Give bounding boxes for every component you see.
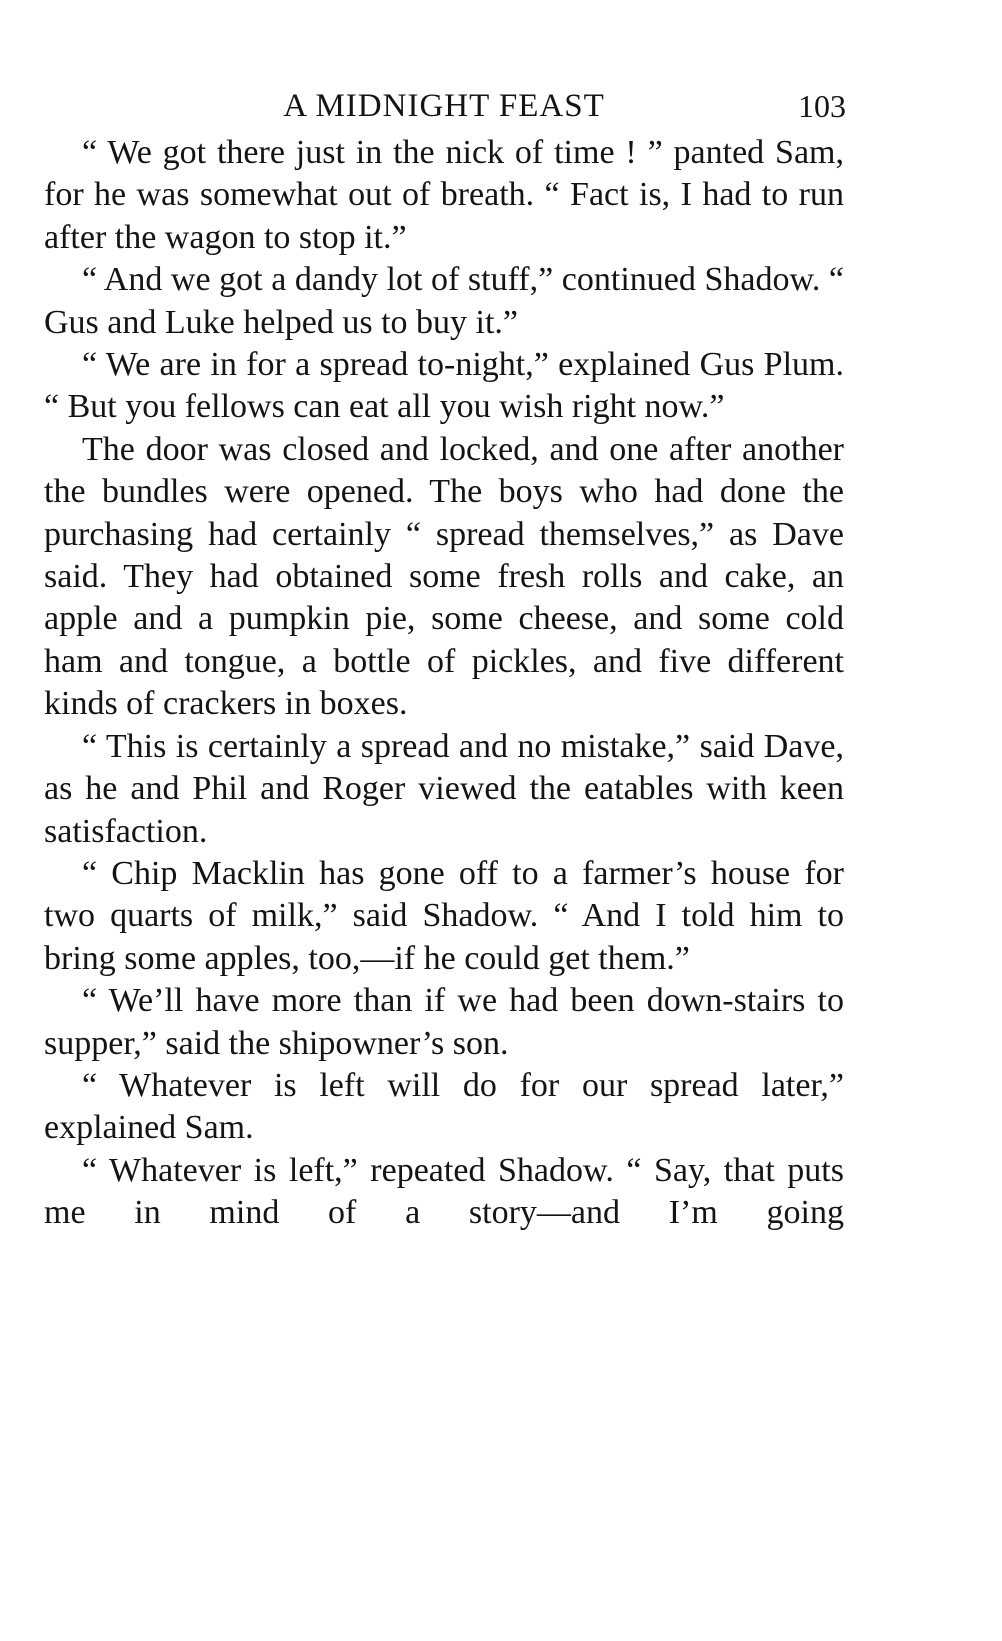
running-head <box>44 80 844 132</box>
paragraph: “ Whatever is left will do for our spread later,” explained Sam. <box>44 1066 844 1147</box>
page-number: 103 <box>798 88 846 124</box>
paragraph: “ We are in for a spread to-night,” explained Gus Plum. “ But you fellows can eat all you wish right now.” <box>44 346 844 426</box>
paragraph: “ We’ll have more than if we had been down-stairs to supper,” said the shipowner’s son. <box>44 982 844 1062</box>
paragraph: “ And we got a dandy lot of stuff,” continued Shadow. “ Gus and Luke helped us to buy it.” <box>44 261 844 341</box>
paragraph: “ This is certainly a spread and no mistake,” said Dave, as he and Phil and Roger viewed the eatables with keen satisfaction. <box>44 727 844 850</box>
paragraph: “ Chip Macklin has gone off to a farmer’s house for two quarts of milk,” said Shadow. “ And I told him to bring some apples, too,—if he could get them.” <box>44 854 844 977</box>
paragraph: “ Whatever is left,” repeated Shadow. “ Say, that puts me in mind of a story—and I’m going <box>44 1151 844 1232</box>
chapter-title: A MIDNIGHT FEAST <box>283 88 605 124</box>
body-text <box>44 132 844 1235</box>
book-page <box>44 80 844 1235</box>
paragraph: “ We got there just in the nick of time ! ” panted Sam, for he was somewhat out of breath. “ Fact is, I had to run after the wagon to stop it.” <box>44 134 844 256</box>
paragraph: The door was closed and locked, and one after another the bundles were opened. The boys who had done the purchasing had certainly “ spread themselves,” as Dave said. They had obtained some fresh rolls and cake, an apple and a pumpkin pie, some cheese, and some cold ham and tongue, a bottle of pickles, and five different kinds of crackers in boxes. <box>44 430 844 723</box>
